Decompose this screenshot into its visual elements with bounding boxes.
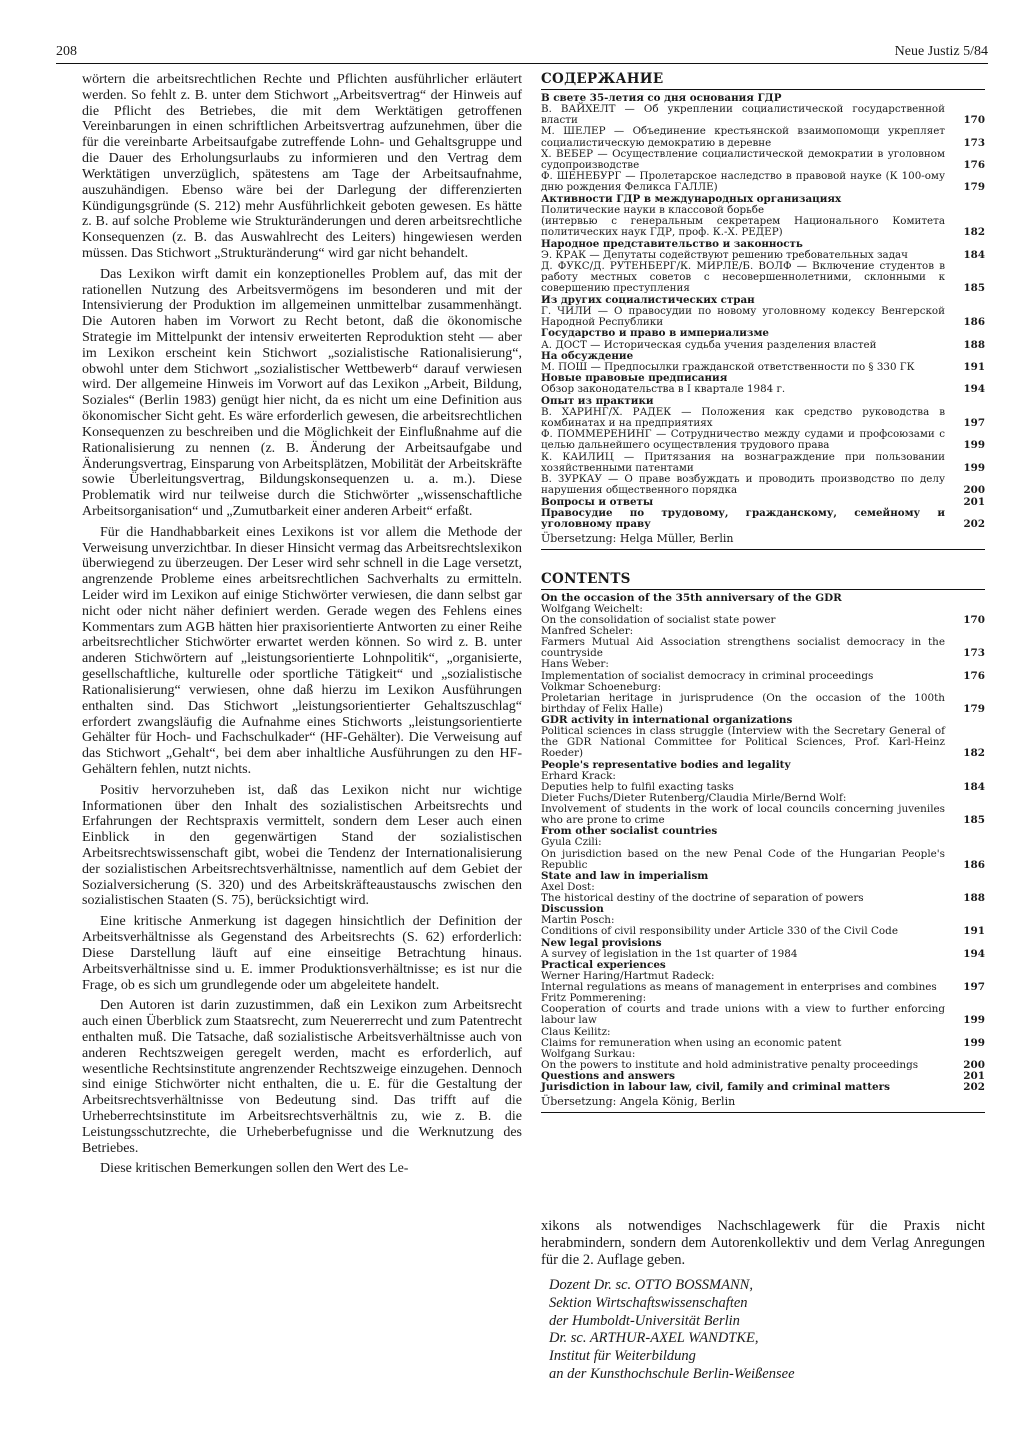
toc-entry xyxy=(541,306,985,328)
signature-line: Sektion Wirtschaftswissenschaften xyxy=(549,1295,748,1312)
toc-entry-title: A survey of legislation in the 1st quarter of 1984 xyxy=(541,947,798,960)
toc-page-number: 199 xyxy=(963,461,985,474)
toc-page-number: 173 xyxy=(963,647,985,660)
toc-author-line: Martin Posch: xyxy=(541,914,615,927)
toc-author-line: Werner Haring/Hartmut Radeck: xyxy=(541,969,715,982)
toc-section-heading: State and law in imperialism xyxy=(541,869,709,882)
toc-section-heading: Новые правовые предписания xyxy=(541,372,728,385)
box-rule xyxy=(541,549,985,550)
toc-section-heading: Опыт из практики xyxy=(541,394,654,407)
toc-section-heading: From other socialist countries xyxy=(541,825,718,838)
toc-author-line: Политические науки в классовой борьбе xyxy=(541,203,765,216)
page-header xyxy=(56,44,988,62)
toc-entry-title: Вопросы и ответы xyxy=(541,495,654,508)
toc-page-number: 179 xyxy=(963,181,985,194)
header-rule xyxy=(56,63,988,64)
toc-page-number: 197 xyxy=(963,981,985,994)
toc-page-number: 199 xyxy=(963,1036,985,1049)
toc-entry-title: Ф. ПОММЕРЕНИНГ — Сотрудничество между судами и профсоюзами с целью дальнейшего осуществления трудового права xyxy=(541,428,945,452)
toc-page-number: 188 xyxy=(963,892,985,905)
toc-page-number: 185 xyxy=(963,814,985,827)
toc-page-number: 186 xyxy=(963,316,985,329)
toc-entry-title: М. ПОШ — Предпосылки гражданской ответственности по § 330 ГК xyxy=(541,360,915,373)
signature-line: Dr. sc. ARTHUR-AXEL WANDTKE, xyxy=(549,1330,759,1347)
english-translator: Übersetzung: Angela König, Berlin xyxy=(541,1095,736,1109)
signature-line: Dozent Dr. sc. OTTO BOSSMANN, xyxy=(549,1277,753,1294)
toc-entry xyxy=(541,104,985,126)
toc-section-heading: Народное представительство и законность xyxy=(541,237,803,250)
toc-page-number: 197 xyxy=(963,417,985,430)
toc-entry xyxy=(541,693,985,715)
toc-entry xyxy=(541,171,985,193)
toc-page-number: 176 xyxy=(963,669,985,682)
toc-entry-title: В. ЗУРКАУ — О праве возбуждать и проводить производство по делу нарушения общественного порядка xyxy=(541,473,945,497)
signature-line: Institut für Weiterbildung xyxy=(549,1348,696,1365)
toc-entry xyxy=(541,149,985,171)
russian-translator: Übersetzung: Helga Müller, Berlin xyxy=(541,532,734,546)
table-of-contents-column xyxy=(541,72,985,1113)
toc-entry-title: Ф. ШЕНЕБУРГ — Пролетарское наследство в правовой науке (К 100-ому дню рождения Феликса ГАЛЛЕ) xyxy=(541,170,945,194)
english-contents-title: CONTENTS xyxy=(541,572,985,589)
toc-page-number: 179 xyxy=(963,702,985,715)
toc-page-number: 200 xyxy=(963,484,985,497)
toc-entry xyxy=(541,1004,985,1026)
toc-entry xyxy=(541,407,985,429)
toc-entry-title: А. ДОСТ — Историческая судьба учения разделения властей xyxy=(541,338,877,351)
toc-page-number: 191 xyxy=(963,925,985,938)
toc-page-number: 194 xyxy=(963,947,985,960)
russian-contents-title: СОДЕРЖАНИЕ xyxy=(541,72,985,90)
toc-entry-title: Cooperation of courts and trade unions with a view to further enforcing labour law xyxy=(541,1003,945,1027)
toc-entry xyxy=(541,637,985,659)
toc-page-number: 185 xyxy=(963,282,985,295)
toc-entry xyxy=(541,452,985,474)
toc-entry-title: В. ВАЙХЕЛТ — Об укреплении социалистической государственной власти xyxy=(541,102,945,127)
english-contents-box xyxy=(541,572,985,1113)
toc-entry-title: Обзор законодательства в I квартале 1984 г. xyxy=(541,383,786,396)
toc-entry-title: Jurisdiction in labour law, civil, family and criminal matters xyxy=(541,1081,890,1094)
toc-page-number: 194 xyxy=(963,383,985,396)
toc-entry xyxy=(541,849,985,871)
toc-section-heading: На обсуждение xyxy=(541,349,634,362)
toc-author-line: Fritz Pommerening: xyxy=(541,992,647,1005)
toc-entry-title: On jurisdiction based on the new Penal Code of the Hungarian People's Republic xyxy=(541,847,945,871)
english-contents-list xyxy=(541,593,985,1094)
page-number: 208 xyxy=(56,44,77,59)
toc-section-heading: В свете 35-летия со дня основания ГДР xyxy=(541,91,782,104)
article-paragraph: Eine kritische Anmerkung ist dagegen hinsichtlich der Definition der Arbeitsverhältnisse als Gegenstand des Arbeitsrechts (S. 62) erforderlich: Diese Darstellung läuft auf eine einseitige Betrachtung hinaus. Arbeitsverhältnisse sind u. E. immer Produktionsverhältnisse; es ist nur die Frage, ob es sich um grundlegende oder um abgeleitete handelt. xyxy=(82,914,522,993)
toc-entry-title: Proletarian heritage in jurisprudence (On the occasion of the 100th birthday of Felix Halle) xyxy=(541,691,945,715)
toc-page-number: 201 xyxy=(963,1070,985,1083)
article-conclusion xyxy=(541,1218,985,1383)
toc-entry-title: В. ХАРИНГ/Х. РАДЕК — Положения как средство руководства в комбинатах и на предприятиях xyxy=(541,405,945,430)
box-rule xyxy=(541,1112,985,1113)
toc-author-line: Hans Weber: xyxy=(541,658,609,671)
toc-entry xyxy=(541,671,985,682)
toc-page-number: 201 xyxy=(963,495,985,508)
toc-section-heading: GDR activity in international organizations xyxy=(541,714,793,727)
toc-author-line: Dieter Fuchs/Dieter Rutenberg/Claudia Mirle/Bernd Wolf: xyxy=(541,791,847,804)
toc-entry xyxy=(541,216,985,238)
toc-entry xyxy=(541,261,985,295)
toc-author-line: Gyula Czili: xyxy=(541,836,602,849)
toc-page-number: 188 xyxy=(963,338,985,351)
toc-entry xyxy=(541,429,985,451)
toc-page-number: 173 xyxy=(963,136,985,149)
author-signature xyxy=(549,1277,985,1383)
toc-page-number: 182 xyxy=(963,747,985,760)
article-column xyxy=(82,72,522,1182)
journal-issue: Neue Justiz 5/84 xyxy=(894,44,988,59)
signature-line: an der Kunsthochschule Berlin-Weißensee xyxy=(549,1365,795,1382)
article-paragraph: Diese kritischen Bemerkungen sollen den Wert des Le- xyxy=(100,1161,409,1177)
toc-entry xyxy=(541,474,985,496)
toc-entry-title: Implementation of socialist democracy in criminal proceedings xyxy=(541,669,874,682)
toc-author-line: Volkmar Schoeneburg: xyxy=(541,680,662,693)
toc-page-number: 199 xyxy=(963,1014,985,1027)
toc-section-heading: People's representative bodies and legality xyxy=(541,758,791,771)
toc-entry-title: Э. КРАК — Депутаты содействуют решению требовательных задач xyxy=(541,248,908,261)
toc-entry-title: Deputies help to fulfil exacting tasks xyxy=(541,780,734,793)
toc-page-number: 200 xyxy=(963,1058,985,1071)
toc-page-number: 202 xyxy=(963,1081,985,1094)
article-paragraph: Positiv hervorzuheben ist, daß das Lexikon nicht nur wichtige Informationen über den Inhalt des sozialistischen Arbeitsrechts und Erfahrungen der Rechtspraxis vermittelt, sondern dem Leser auch einen Einblick in den gegenwärtigen Stand der sozialistischen Arbeitsrechtswissenschaft gibt, wobei die Tendenz der Internationalisierung der sozialistischen Arbeitsrechtsverhältnisse, namentlich auf dem Gebiet der Sozialversicherung (S. 320) und des Arbeitskräfteaustauschs zwischen den sozialistischen Staaten (S. 75), berücksichtigt wird. xyxy=(82,782,522,909)
toc-entry-title: Д. ФУКС/Д. РУТЕНБЕРГ/К. МИРЛЕ/Б. ВОЛФ — Включение студентов в работу местных советов с несовершеннолетними, склонными к совершению преступления xyxy=(541,259,945,295)
toc-entry-title: Political sciences in class struggle (Interview with the Secretary General of the GDR National Committee for Political Sciences, Prof. Karl-Heinz Roeder) xyxy=(541,725,945,760)
toc-entry-title: К. КАИЛИЦ — Притязания на вознаграждение при пользовании хозяйственными патентами xyxy=(541,450,945,474)
article-paragraph: Für die Handhabbarkeit eines Lexikons ist vor allem die Methode der Verweisung unverzichtbar. In dieser Hinsicht vermag das Arbeitsrechtslexikon überwiegend zu überzeugen. Der Leser wird sehr schnell in die Lage versetzt, angrenzende Probleme eines arbeitsrechtlichen Sachverhalts zu ermitteln. Leider wird im Lexikon auf einige Stichwörter verwiesen, die dann selbst gar nicht oder nicht näher definiert werden. Gerade wegen des Fehlens eines Kommentars zum AGB hätten hier praxisorientierte Antworten zu einer Reihe arbeitsrechtlicher Stichwörter erwartet werden können. So wird z. B. unter anderen Stichwörtern auf „leistungsorientierte Lohnpolitik“, „organisierte, gesellschaftliche, kulturelle oder sportliche Tätigkeit“ und „sozialistische Rationalisierung“ verwiesen, ohne daß hierzu im Lexikon Ausführungen enthalten sind. Das Stichwort „leistungsorientierter Gehaltszuschlag“ erfordert zwangsläufig die Aufnahme eines Stichworts „leistungsorientierte Gehälter für Hoch- und Fachschulkader“ (HF-Gehälter). Die Verweisung auf das Stichwort „Gehalt“, bei dem aber inhaltliche Ausführungen zu den HF-Gehältern fehlen, nutzt nichts. xyxy=(82,524,522,777)
toc-entry xyxy=(541,926,985,937)
toc-section-heading: New legal provisions xyxy=(541,936,662,949)
conclusion-text: xikons als notwendiges Nachschlagewerk für die Praxis nicht herabmindern, sondern dem Autorenkollektiv und dem Verlag Anregungen für die 2. Auflage geben. xyxy=(541,1218,985,1269)
toc-author-line: Erhard Krack: xyxy=(541,769,616,782)
toc-page-number: 184 xyxy=(963,780,985,793)
toc-author-line: Manfred Scheler: xyxy=(541,625,634,638)
toc-page-number: 182 xyxy=(963,226,985,239)
toc-section-heading: Из других социалистических стран xyxy=(541,293,755,306)
toc-page-number: 191 xyxy=(963,360,985,373)
toc-author-line: Wolfgang Surkau: xyxy=(541,1047,636,1060)
toc-entry xyxy=(541,893,985,904)
toc-section-heading: Государство и право в империализме xyxy=(541,327,769,340)
toc-entry-title: Internal regulations as means of management in enterprises and combines xyxy=(541,981,937,994)
toc-author-line: Axel Dost: xyxy=(541,880,595,893)
toc-author-line: Claus Keilitz: xyxy=(541,1025,611,1038)
toc-entry-title: Claims for remuneration when using an economic patent xyxy=(541,1036,842,1049)
toc-entry-title: Правосудие по трудовому, гражданскому, семейному и уголовному праву xyxy=(541,506,945,531)
toc-entry xyxy=(541,726,985,759)
toc-page-number: 184 xyxy=(963,248,985,261)
toc-entry-title: The historical destiny of the doctrine of separation of powers xyxy=(541,892,864,905)
toc-section-heading: Practical experiences xyxy=(541,958,666,971)
toc-entry-title: Х. ВЕБЕР — Осуществление социалистической демократии в уголовном судопроизводстве xyxy=(541,147,945,172)
toc-page-number: 202 xyxy=(963,518,985,531)
toc-entry-title: Questions and answers xyxy=(541,1070,675,1083)
russian-contents-list xyxy=(541,93,985,531)
article-paragraph: wörtern die arbeitsrechtlichen Rechte und Pflichten ausführlicher erläutert werden. So fehlt z. B. unter dem Stichwort „Arbeitsvertrag“ der Hinweis auf die Pflicht des Betriebes, die mit dem Werktätigen getroffenen Vereinbarungen in einen schriftlichen Arbeitsvertrag aufzunehmen, über die für die vereinbarte Arbeitsaufgabe zutreffende Lohn- und Gehaltsgruppe und die Dauer des Erholungsurlaubs zu informieren und den Vertrag dem Werktätigen unverzüglich, spätestens am Tage der Arbeitsaufnahme, auszuhändigen. Ebenso wäre bei der Darlegung der differenzierten Kündigungsgründe (S. 212) mehr Ausführlichkeit geboten gewesen. Es hätte z. B. auf solche Probleme wie Strukturänderungen und deren arbeitsrechtliche Konsequenzen (z. B. das Auswahlrecht des Leiters) hingewiesen werden müssen. Das Stichwort „Strukturänderung“ wird gar nicht behandelt. xyxy=(82,72,522,261)
toc-page-number: 186 xyxy=(963,858,985,871)
toc-entry xyxy=(541,508,985,530)
toc-section-heading: Активности ГДР в международных организациях xyxy=(541,192,842,205)
toc-entry xyxy=(541,384,985,395)
toc-author-line: Wolfgang Weichelt: xyxy=(541,602,643,615)
toc-entry-title: Г. ЧИЛИ — О правосудии по новому уголовному кодексу Венгерской Народной Республики xyxy=(541,304,945,329)
toc-entry-title: Farmers Mutual Aid Association strengthens socialist democracy in the countryside xyxy=(541,636,945,660)
toc-entry-title: On the consolidation of socialist state power xyxy=(541,613,776,626)
article-paragraph: Das Lexikon wirft damit ein konzeptionelles Problem auf, das mit der rationellen Nutzung des Arbeitsvermögens im besonderen und mit der Intensivierung der Produktion im allgemeinen unmittelbar zusammenhängt. Die Autoren haben im Vorwort zu Recht betont, daß die ökonomische Strategie im Mittelpunkt der intensiv erweiterten Reproduktion steht — aber im Lexikon erscheint kein Stichwort „sozialistische Rationalisierung“, obwohl unter dem Stichwort „sozialistischer Wettbewerb“ darauf verwiesen wird. Der allgemeine Hinweis im Vorwort auf das Lexikon „Arbeit, Bildung, Soziales“ (Berlin 1983) genügt hier nicht, da es nicht um eine Definition aus ökonomischer Sicht geht. Es wäre erforderlich gewesen, die arbeitsrechtlichen Konsequenzen zu beschreiben und die Möglichkeit der Einflußnahme auf die Rationalisierung zu nennen (z. B. Änderung der Arbeitsaufgabe und Änderungsvertrag, Einsparung von Arbeitsplätzen, Mobilität der Arbeitskräfte sowie Überleitungsvertrag, Bildungskonsequenzen u. a. m.). Diese Problematik wird nur teilweise durch die Stichwörter „wissenschaftliche Arbeitsorganisation“ und „Zumutbarkeit einer anderen Arbeit“ erfaßt. xyxy=(82,266,522,519)
toc-entry xyxy=(541,126,985,148)
russian-contents-box xyxy=(541,72,985,550)
toc-entry xyxy=(541,804,985,826)
toc-entry-title: М. ШЕЛЕР — Объединение крестьянской взаимопомощи укрепляет социалистическую демократию в деревне xyxy=(541,125,945,149)
toc-page-number: 170 xyxy=(963,114,985,127)
toc-entry-title: On the powers to institute and hold administrative penalty proceedings xyxy=(541,1058,919,1071)
toc-page-number: 176 xyxy=(963,159,985,172)
toc-entry-title: (интервью с генеральным секретарем Национального Комитета политических наук ГДР, проф. К.-Х. РЕДЕР) xyxy=(541,215,945,239)
toc-section-heading: On the occasion of the 35th anniversary of the GDR xyxy=(541,591,842,604)
signature-line: der Humboldt-Universität Berlin xyxy=(549,1312,740,1329)
toc-entry-title: Involvement of students in the work of local councils concerning juveniles who are prone to crime xyxy=(541,803,945,827)
toc-entry xyxy=(541,1082,985,1093)
toc-page-number: 199 xyxy=(963,439,985,452)
toc-entry-title: Conditions of civil responsibility under Article 330 of the Civil Code xyxy=(541,925,898,938)
toc-page-number: 170 xyxy=(963,613,985,626)
article-paragraph: Den Autoren ist darin zuzustimmen, daß ein Lexikon zum Arbeitsrecht auch einen Überblick zum Staatsrecht, zum Neuererrecht und zum Patentrecht enthalten muß. Die Tatsache, daß sozialistische Arbeitsverhältnisse auch von anderen Rechtszweigen geregelt werden, macht es erforderlich, auf wesentliche Rechtsinstitute angrenzender Rechtszweige einzugehen. Dennoch sind einige Stichwörter nicht enthalten, die u. E. für die Gestaltung der Arbeitsrechtsverhältnisse von Bedeutung sind. Das trifft auf die Urheberrechtsinstitute im Arbeitsrechtsverhältnis zu, wie z. B. die Leistungsschutzrechte, die Urheberbefugnisse und die Werknutzung des Betriebes. xyxy=(82,998,522,1156)
toc-section-heading: Discussion xyxy=(541,903,604,916)
